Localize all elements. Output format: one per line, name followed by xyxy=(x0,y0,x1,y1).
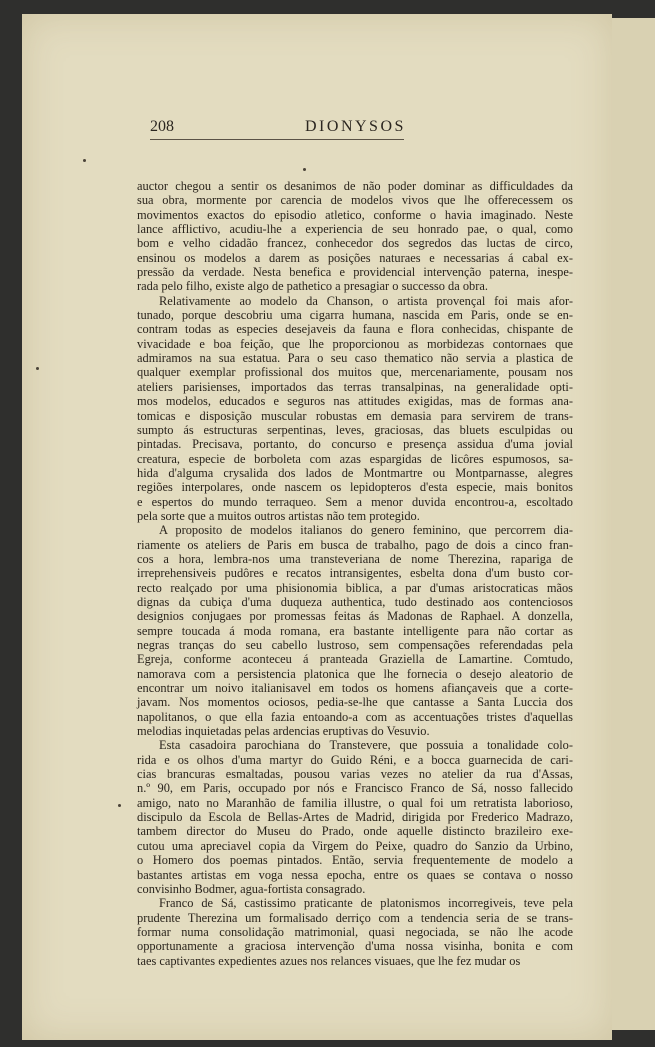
text-line: cos a hora, lembra-nos uma transteveriana de nome Therezina, rapariga de xyxy=(137,551,573,566)
text-line: tunado, porque descobriu uma cigarra humana, nascida em Paris, onde se en- xyxy=(137,308,573,323)
text-line: auctor chegou a sentir os desanimos de não poder dominar as difficuldades da xyxy=(137,179,573,193)
text-line: amigo, nato no Maranhão de familia illustre, o qual foi um retratista laborioso, xyxy=(137,795,573,810)
text-line: formar numa consolidação matrimonial, quasi negociada, se não lhe acode xyxy=(137,924,573,939)
paper-speck xyxy=(36,367,39,370)
text-line: encontrar um noivo italianisavel em todos os homens afiançaveis que a corte- xyxy=(137,681,573,696)
text-line: Esta casadoira parochiana do Transtevere, que possuia a tonalidade colo- xyxy=(159,738,573,753)
paper-speck xyxy=(118,804,121,807)
text-line: creatura, especie de borboleta com azas espargidas de licôres espumosos, sa- xyxy=(137,451,573,466)
text-line: dignas da cubiça d'uma duqueza authentica, tudo destinado aos contenciosos xyxy=(137,594,573,609)
text-line: pintadas. Precisava, portanto, do concurso e presença assidua d'uma jovial xyxy=(137,437,573,452)
text-line: movimentos exactos do episodio atletico, conforme o havia imaginado. Neste xyxy=(137,207,573,222)
text-line: irreprehensiveis pudôres e recatos intransigentes, esbelta dona d'um busto cor- xyxy=(137,566,573,581)
text-line: tambem director do Museu do Prado, onde aquelle distincto brazileiro exe- xyxy=(137,824,573,839)
text-line: sempre toucada á moda romana, era bastante intelligente para não cortar as xyxy=(137,623,573,638)
text-line: lance afflictivo, acudiu-lhe a experiencia de seu honrado pae, o qual, como xyxy=(137,222,573,237)
text-line: Relativamente ao modelo da Chanson, o artista provençal foi mais afor- xyxy=(159,293,573,308)
text-line: prudente Therezina um formalisado derriço com a tendencia seria de se trans- xyxy=(137,910,573,925)
text-line: ateliers parisienses, importados das terras transalpinas, na generalidade opti- xyxy=(137,379,573,394)
text-line: convisinho Bodmer, agua-fortista consagrado. xyxy=(137,881,366,896)
header-rule xyxy=(150,139,404,140)
running-title: DIONYSOS xyxy=(305,118,406,135)
text-line: namorava com a persistencia platonica que lhe fornecia o desejo aleatorio de xyxy=(137,666,573,681)
text-line: bom e velho cidadão francez, conhecedor dos segredos das luctas de circo, xyxy=(137,236,573,251)
text-line: contram todas as especies desejaveis da fauna e flora conhecidas, chispante de xyxy=(137,322,573,337)
text-line: regiões interpolares, onde nascem os lepidopteros d'esta especie, mais bonitos xyxy=(137,480,573,495)
text-line: hida d'alguma crysalida dos lados de Montmartre ou Montparnasse, alegres xyxy=(137,465,573,480)
text-line: vivacidade e boa feição, que lhe proporcionou as morbidezas contornaes que xyxy=(137,336,573,351)
text-line: ensinou os modelos a darem as posições naturaes e necessarias á cabal ex- xyxy=(137,250,573,265)
page-number: 208 xyxy=(150,118,174,135)
text-line: A proposito de modelos italianos do genero feminino, que percorrem dia- xyxy=(159,523,573,538)
text-line: negras tranças do seu cabello lustroso, sem compensações referendadas pela xyxy=(137,638,573,652)
text-line: Franco de Sá, castissimo praticante de platonismos incorregiveis, teve pela xyxy=(159,896,573,911)
running-head xyxy=(150,118,405,140)
text-line: admiramos na sua estatua. Para o seu caso thematico não servia a plastica de xyxy=(137,351,573,366)
text-line: n.º 90, em Paris, occupado por nós e Francisco Franco de Sá, nosso fallecido xyxy=(137,781,573,796)
text-line: cias brancuras esmaltadas, pousou varias vezes no atelier da rua d'Assas, xyxy=(137,767,573,782)
text-line: rada pelo filho, existe algo de pathetico a presagiar o successo da obra. xyxy=(137,279,488,294)
text-line: sumpto ás estructuras serpentinas, leves, graciosas, das bluets esculpidas ou xyxy=(137,422,573,437)
text-line: pela sorte que a muitos outros artistas não tem protegido. xyxy=(137,508,420,523)
text-line: bastantes artistas em voga nessa epocha, entre os quaes se contava o nosso xyxy=(137,867,573,882)
text-line: e espertos do mundo terraqueo. Sem a menor duvida encontrou-a, escoltado xyxy=(137,494,573,509)
body-text xyxy=(137,179,573,968)
paper-speck xyxy=(83,159,86,162)
text-line: designios conjugaes por promessas feitas ás Madonas de Raphael. A donzella, xyxy=(137,609,573,624)
text-line: rida e os olhos d'uma martyr do Guido Réni, e a bocca guarnecida de cari- xyxy=(137,752,573,767)
text-line: recto realçado por uma phisionomia biblica, a par d'umas aristocraticas mãos xyxy=(137,580,573,595)
paper-speck xyxy=(303,168,306,171)
text-line: pressão da verdade. Nesta benefica e providencial intervenção paterna, inespe- xyxy=(137,265,573,280)
text-line: napolitanos, o que ella fazia entoando-a com as accentuações tristes d'aquellas xyxy=(137,709,573,724)
text-line: opportunamente a graciosa intervenção d'uma nossa visinha, bonita e com xyxy=(137,939,573,954)
text-line: tomicas e disposição muscular robustas em demasia para servirem de trans- xyxy=(137,408,573,423)
text-line: mos modelos, educados e seguros nas attitudes exigidas, mas de formas ana- xyxy=(137,394,573,409)
text-line: sua obra, mormente por carencia de modelos vivos que lhe offerecessem os xyxy=(137,193,573,208)
text-line: Egreja, conforme aconteceu á pranteada Graziella de Lamartine. Comtudo, xyxy=(137,652,573,667)
text-line: taes captivantes expedientes azues nos relances visuaes, que lhe fez mudar os xyxy=(137,953,521,968)
text-line: riamente os ateliers de Paris em busca de trabalho, pago de dois a cinco fran- xyxy=(137,537,573,552)
text-line: melodias inquietadas pelas ardencias eruptivas do Vesuvio. xyxy=(137,724,430,739)
text-line: cutou uma apreciavel copia da Virgem do Peixe, quadro do Sanzio da Urbino, xyxy=(137,838,573,853)
text-line: javam. Nos momentos ociosos, pedia-se-lhe que cantasse a Santa Luccia dos xyxy=(137,695,573,710)
text-line: o Homero dos poemas pintados. Então, servia frequentemente de modelo a xyxy=(137,853,573,868)
text-line: qualquer exemplar profissional dos muitos que, mercenariamente, pousam nos xyxy=(137,365,573,380)
text-line: discipulo da Escola de Bellas-Artes de Madrid, dirigida por Frederico Madrazo, xyxy=(137,810,573,825)
